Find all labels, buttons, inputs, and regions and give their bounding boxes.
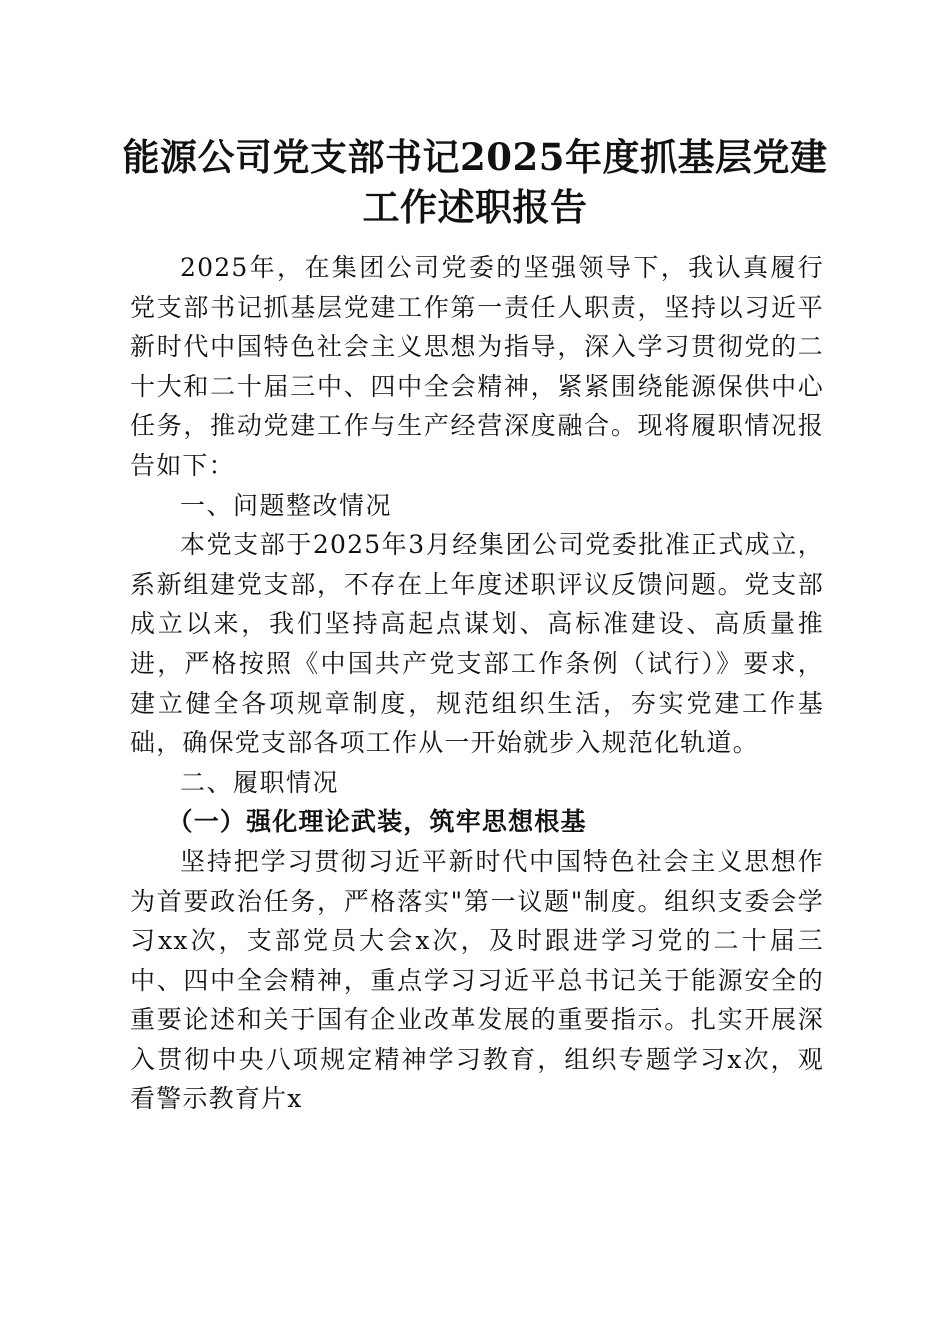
intro-paragraph: 2025年，在集团公司党委的坚强领导下，我认真履行党支部书记抓基层党建工作第一责任人职责，坚持以习近平新时代中国特色社会主义思想为指导，深入学习贯彻党的二十大和二十届三中、四中全会精神，紧紧围绕能源保供中心任务，推动党建工作与生产经营深度融合。现将履职情况报告如下：	[130, 253, 824, 480]
section-1-paragraph: 本党支部于2025年3月经集团公司党委批准正式成立，系新组建党支部，不存在上年度述职评议反馈问题。党支部成立以来，我们坚持高起点谋划、高标准建设、高质量推进，严格按照《中国共产党支部工作条例（试行）》要求，建立健全各项规章制度，规范组织生活，夯实党建工作基础，确保党支部各项工作从一开始就步入规范化轨道。	[130, 530, 824, 758]
section-2-subheading-1: （一）强化理论武装，筑牢思想根基	[167, 807, 587, 837]
document-title: 能源公司党支部书记2025年度抓基层党建工作述职报告	[122, 135, 828, 229]
section-2-sub-1-paragraph: 坚持把学习贯彻习近平新时代中国特色社会主义思想作为首要政治任务，严格落实"第一议题"制度。组织支委会学习xx次，支部党员大会x次，及时跟进学习党的二十届三中、四中全会精神，重点学习习近平总书记关于能源安全的重要论述和关于国有企业改革发展的重要指示。扎实开展深入贯彻中央八项规定精神学习教育，组织专题学习x次，观看警示教育片x	[130, 846, 824, 1114]
section-1-heading: 一、问题整改情况	[180, 490, 393, 520]
document-body	[130, 248, 824, 1119]
section-2-heading: 二、履职情况	[180, 767, 340, 797]
